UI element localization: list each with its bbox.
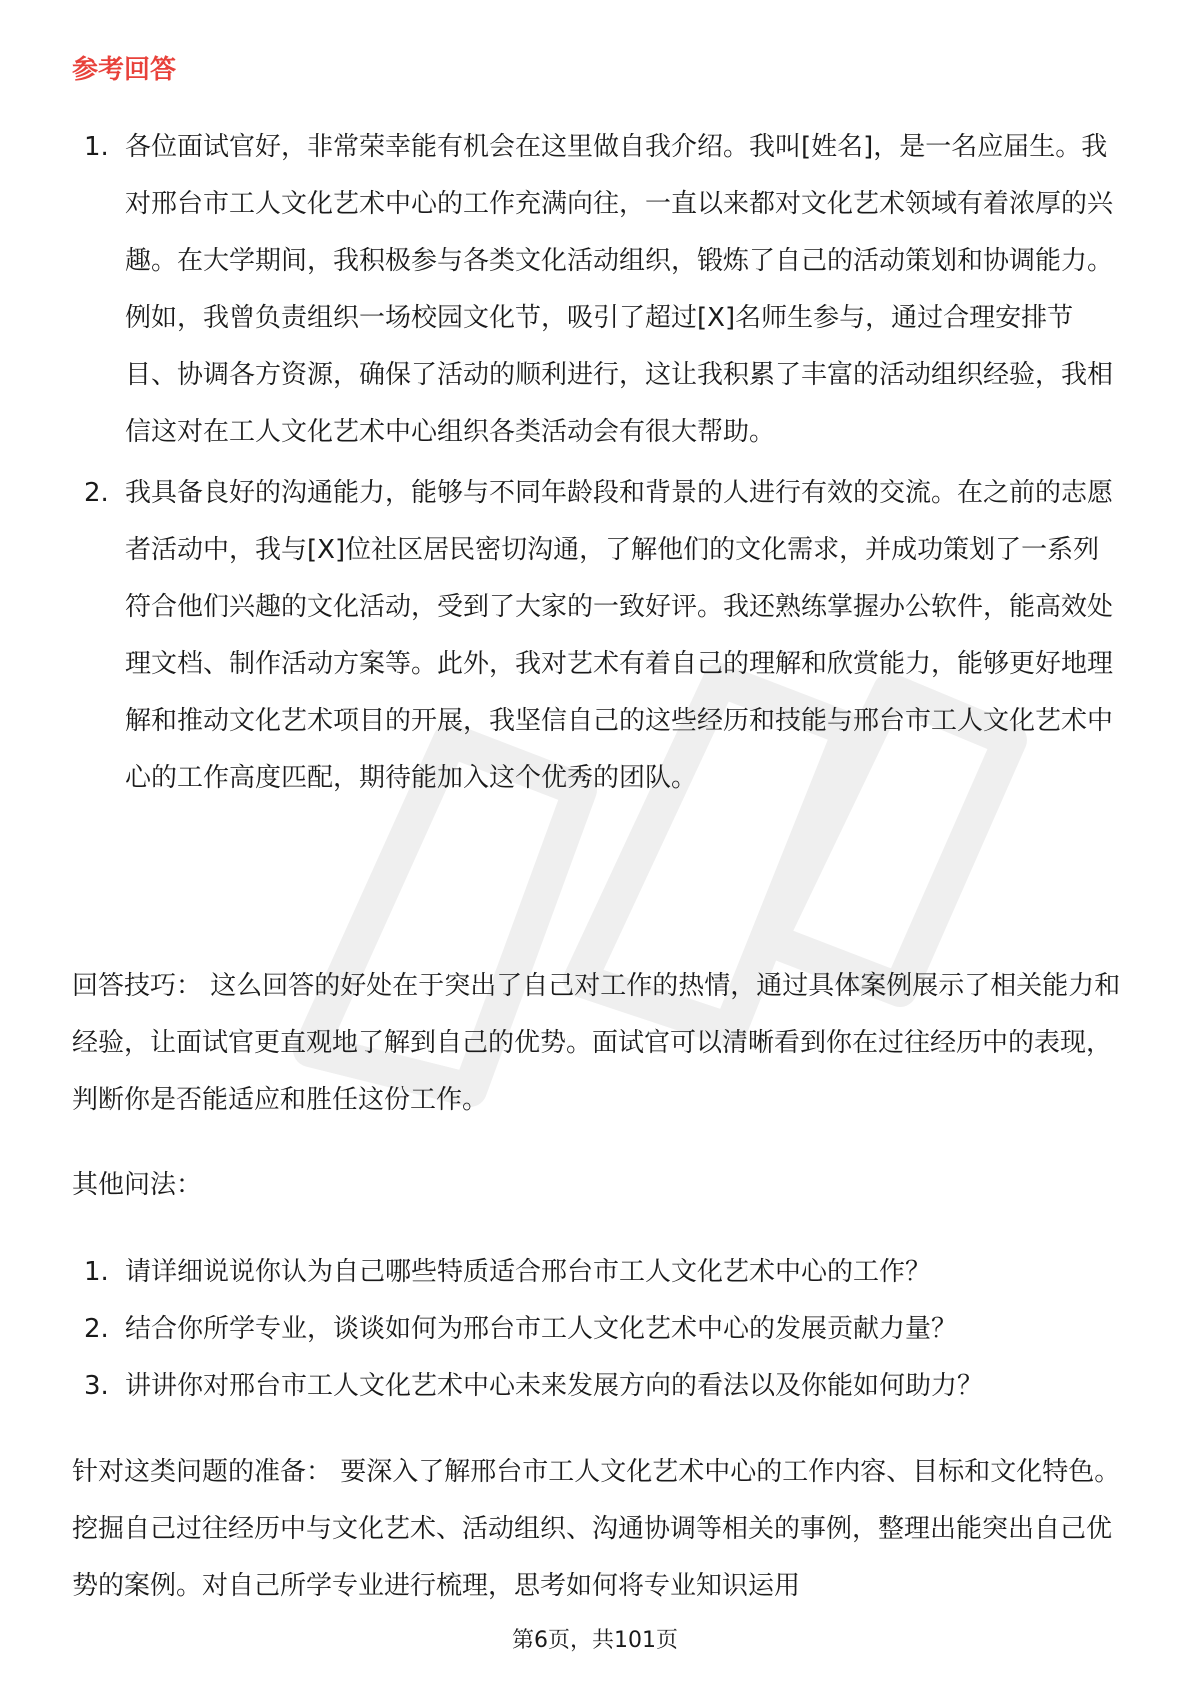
preparation-text: 针对这类问题的准备： 要深入了解邢台市工人文化艺术中心的工作内容、目标和文化特色。挖掘自己过往经历中与文化艺术、活动组织、沟通协调等相关的事例，整理出能突出自己优势的案例。对自己所学专业进行梳理，思考如何将专业知识运用 <box>72 1457 1121 1601</box>
page-footer: 第6页，共101页 <box>512 1628 678 1653</box>
answer-number: 1. <box>84 132 109 162</box>
answer-number: 2. <box>84 478 109 508</box>
answer-tips: 回答技巧： 这么回答的好处在于突出了自己对工作的热情，通过具体案例展示了相关能力和经验，让面试官更直观地了解到自己的优势。面试官可以清晰看到你在过往经历中的表现，判断你是否能适应和胜任这份工作。 <box>72 971 1121 1115</box>
answer-text: 我具备良好的沟通能力，能够与不同年龄段和背景的人进行有效的交流。在之前的志愿者活动中，我与[X]位社区居民密切沟通，了解他们的文化需求，并成功策划了一系列符合他们兴趣的文化活动，受到了大家的一致好评。我还熟练掌握办公软件，能高效处理文档、制作活动方案等。此外，我对艺术有着自己的理解和欣赏能力，能够更好地理解和推动文化艺术项目的开展，我坚信自己的这些经历和技能与邢台市工人文化艺术中心的工作高度匹配，期待能加入这个优秀的团队。 <box>125 478 1114 793</box>
question-text: 讲讲你对邢台市工人文化艺术中心未来发展方向的看法以及你能如何助力？ <box>125 1371 984 1401</box>
section-title: 参考回答 <box>72 55 177 85</box>
question-text: 结合你所学专业，谈谈如何为邢台市工人文化艺术中心的发展贡献力量？ <box>125 1314 958 1344</box>
question-text: 请详细说说你认为自己哪些特质适合邢台市工人文化艺术中心的工作？ <box>125 1257 932 1287</box>
other-questions-list <box>72 1244 1122 1415</box>
answer-list <box>72 119 1122 811</box>
question-item <box>72 1301 1122 1358</box>
question-item <box>72 1244 1122 1301</box>
question-item <box>72 1358 1122 1415</box>
other-questions-label: 其他问法： <box>72 1170 203 1200</box>
answer-text: 各位面试官好，非常荣幸能有机会在这里做自我介绍。我叫[姓名]，是一名应届生。我对邢台市工人文化艺术中心的工作充满向往，一直以来都对文化艺术领域有着浓厚的兴趣。在大学期间，我积极参与各类文化活动组织，锻炼了自己的活动策划和协调能力。例如，我曾负责组织一场校园文化节，吸引了超过[X]名师生参与，通过合理安排节目、协调各方资源，确保了活动的顺利进行，这让我积累了丰富的活动组织经验，我相信这对在工人文化艺术中心组织各类活动会有很大帮助。 <box>125 132 1114 447</box>
question-number: 1. <box>84 1257 109 1287</box>
question-number: 2. <box>84 1314 109 1344</box>
question-number: 3. <box>84 1371 109 1401</box>
answer-item <box>72 119 1122 461</box>
answer-item <box>72 465 1122 807</box>
